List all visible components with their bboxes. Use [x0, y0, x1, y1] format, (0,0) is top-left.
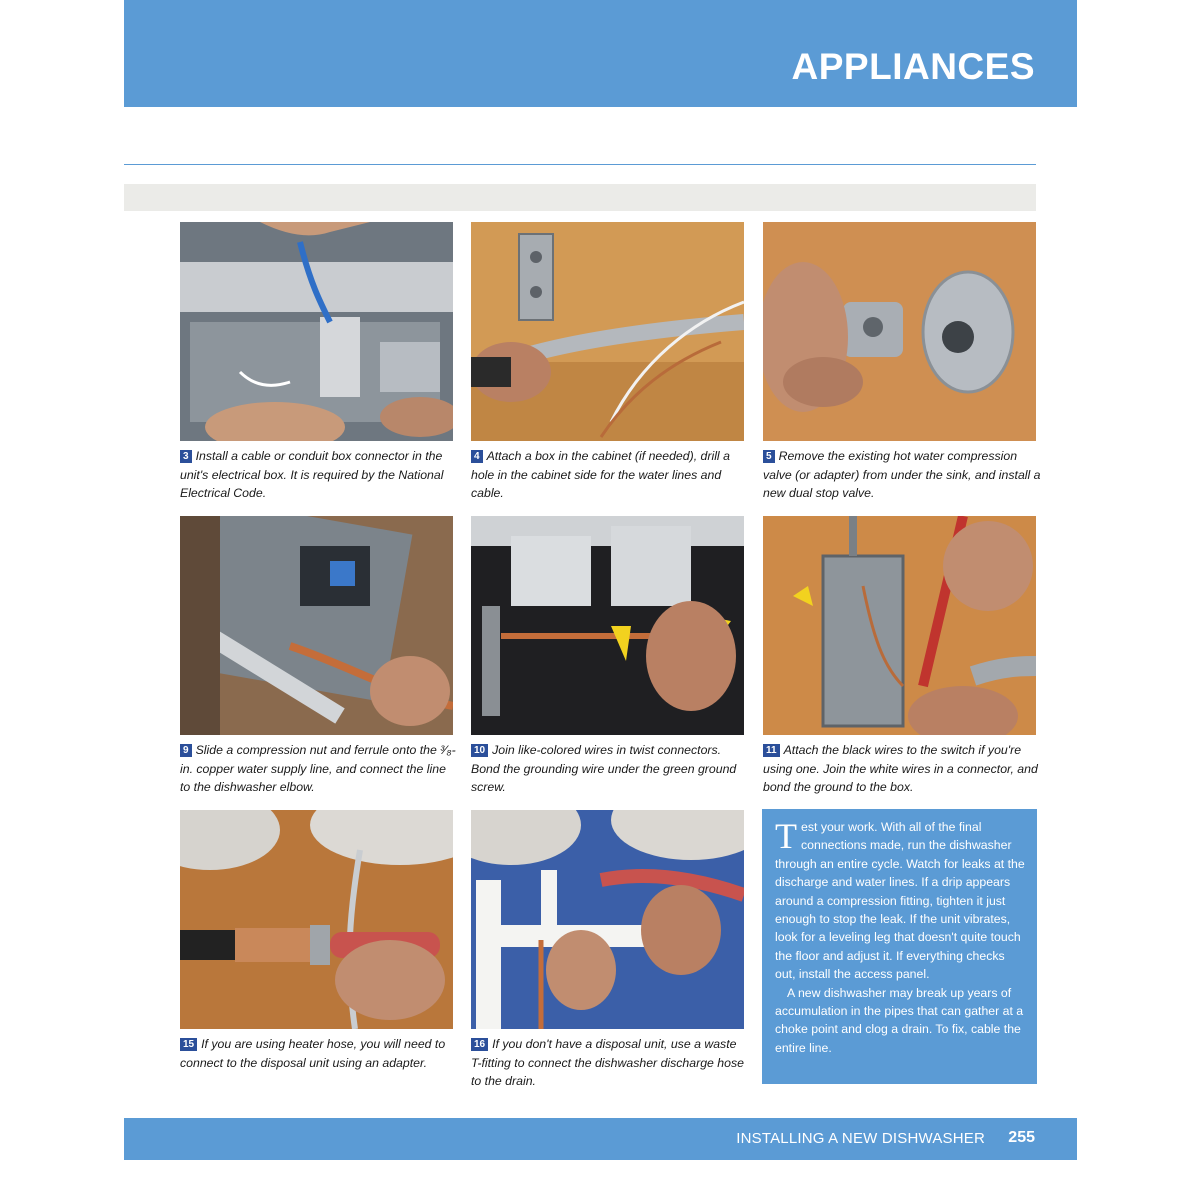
page-number: 255 — [1008, 1129, 1035, 1146]
caption-step-4 — [471, 447, 749, 503]
caption-step-9 — [180, 741, 458, 797]
step-number-badge: 11 — [763, 744, 780, 757]
tip-box — [762, 809, 1037, 1084]
photo-step-4 — [471, 222, 744, 441]
caption-step-10 — [471, 741, 749, 797]
caption-text: Attach the black wires to the switch if you're using one. Join the white wires in a connector, and bond the ground to the box. — [763, 743, 1038, 794]
caption-text: Attach a box in the cabinet (if needed), drill a hole in the cabinet side for the water lines and cable. — [471, 449, 730, 500]
caption-step-11 — [763, 741, 1041, 797]
photo-step-11 — [763, 516, 1036, 735]
step-number-badge: 9 — [180, 744, 192, 757]
caption-step-5 — [763, 447, 1041, 503]
photo-step-15 — [180, 810, 453, 1029]
step-number-badge: 3 — [180, 450, 192, 463]
caption-step-3 — [180, 447, 458, 503]
photo-twist-connectors-image — [471, 516, 744, 735]
photo-step-9 — [180, 516, 453, 735]
drop-cap: T — [775, 816, 797, 856]
step-number-badge: 5 — [763, 450, 775, 463]
divider-rule — [124, 164, 1036, 165]
step-number-badge: 15 — [180, 1038, 197, 1051]
caption-text: If you are using heater hose, you will need to connect to the disposal unit using an adapter. — [180, 1037, 446, 1070]
photo-cabinet-box-image — [471, 222, 744, 441]
photo-cable-connector-image — [180, 222, 453, 441]
caption-step-16 — [471, 1035, 749, 1091]
caption-step-15 — [180, 1035, 458, 1072]
photo-stop-valve-image — [763, 222, 1036, 441]
photo-waste-tfitting-image — [471, 810, 744, 1029]
caption-text: Install a cable or conduit box connector in the unit's electrical box. It is required by the National Electrical Code. — [180, 449, 444, 500]
tip-paragraph-2: A new dishwasher may break up years of accumulation in the pipes that can gather at a choke point and clog a drain. To fix, cable the entire line. — [775, 985, 1024, 1055]
caption-text: Slide a compression nut and ferrule onto the ³⁄₈-in. copper water supply line, and connect the line to the dishwasher elbow. — [180, 743, 456, 794]
photo-step-3 — [180, 222, 453, 441]
photo-heater-hose-image — [180, 810, 453, 1029]
caption-text: Remove the existing hot water compression valve (or adapter) from under the sink, and install a new dual stop valve. — [763, 449, 1041, 500]
photo-step-5 — [763, 222, 1036, 441]
footer-band — [124, 1118, 1077, 1160]
caption-text: If you don't have a disposal unit, use a waste T-fitting to connect the dishwasher discharge hose to the drain. — [471, 1037, 744, 1088]
photo-step-16 — [471, 810, 744, 1029]
caption-text: Join like-colored wires in twist connectors. Bond the grounding wire under the green ground screw. — [471, 743, 737, 794]
photo-switch-wiring-image — [763, 516, 1036, 735]
grey-band — [124, 184, 1036, 211]
chapter-title: INSTALLING A NEW DISHWASHER — [736, 1130, 985, 1147]
step-number-badge: 4 — [471, 450, 483, 463]
step-number-badge: 10 — [471, 744, 488, 757]
tip-paragraph-1 — [775, 818, 1026, 984]
photo-step-10 — [471, 516, 744, 735]
photo-compression-nut-image — [180, 516, 453, 735]
section-title: APPLIANCES — [791, 46, 1035, 87]
tip-text-1: est your work. With all of the final connections made, run the dishwasher through an entire cycle. Watch for leaks at the discharge and water lines. If a drip appears around a compression fitting, tighten it just enough to stop the leak. If the unit vibrates, look for a leveling leg that doesn't quite touch the floor and adjust it. If everything checks out, install the access panel. — [775, 820, 1025, 982]
step-number-badge: 16 — [471, 1038, 488, 1051]
header-band — [124, 0, 1077, 107]
